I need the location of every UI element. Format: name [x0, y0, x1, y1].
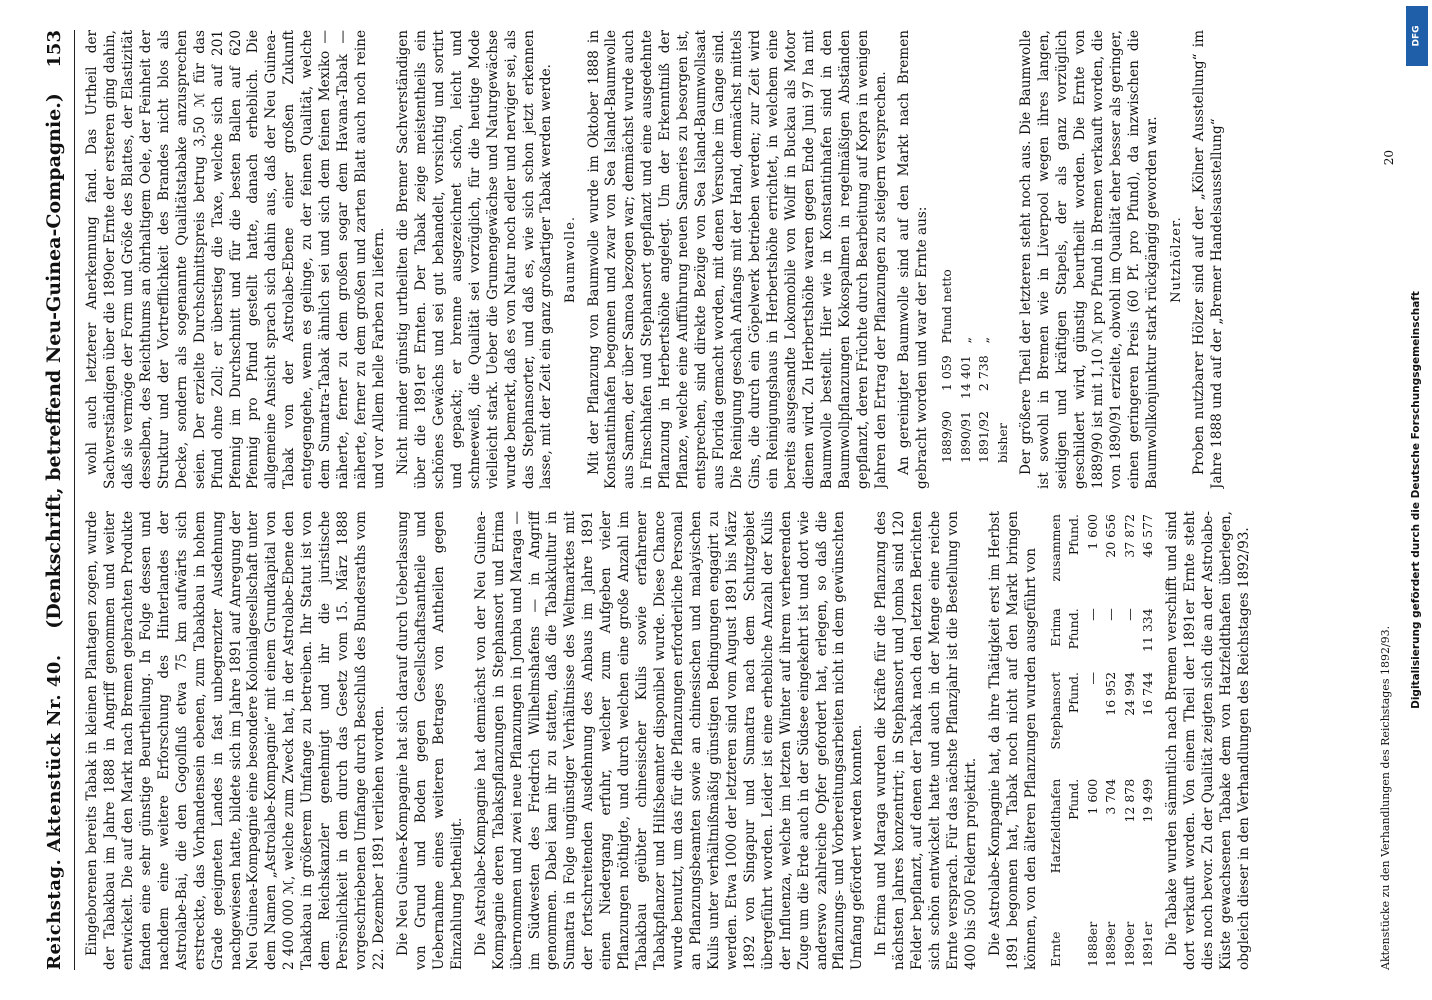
table-cell: 3 704 — [1103, 778, 1119, 815]
table-cell: 11 334 — [1140, 608, 1156, 653]
table-unit-cell: Pfund. — [1066, 671, 1082, 714]
table-row — [1084, 511, 1103, 970]
table-cell: 1 600 — [1084, 514, 1100, 550]
table-cell — [994, 349, 1013, 405]
table-row — [975, 263, 994, 469]
table-cell: 1889er — [1103, 921, 1119, 967]
paragraph: Die Neu Guinea-Kompagnie hat sich darauf durch Ueberlassung von Grund und Boden gegen Gesellschaftsantheile und Uebernahme eines weiteren Betrages von Antheilen gegen Einzahlung betheiligt. — [394, 511, 465, 970]
table-row — [1102, 511, 1121, 970]
page-number: 153 — [43, 30, 65, 68]
table-cell: 1 059 — [939, 355, 955, 392]
table-cell: 2 738 — [976, 355, 992, 392]
table-cell: bisher — [994, 423, 1010, 463]
table-cell: — — [1103, 608, 1119, 621]
table-cell: Pfund netto — [939, 269, 955, 344]
page-header — [34, 30, 75, 970]
paragraph: Nicht minder günstig urtheilten die Bremer Sachverständigen über die 1891er Ernten. Der Tabak zeige meistentheils ein schönes Gewächs und sei gut behandelt, vorsichtig und sortirt und gepackt; er brenne ausgezeichnet schön, leicht und schneeweiß, die Qualität sei vorzüglich, für die heutige Mode vielleicht stark. Ueber die Grumengewächse und Naturgewächse wurde bemerkt, daß es von Natur noch edler und nerviger sei, als das Stephansorter, und daß es, wie sich schon jetzt erkennen lasse, mit der Zeit ein ganz großartiger Tabak werden werde. — [394, 30, 555, 489]
dfg-logo-text: DFG — [1411, 25, 1422, 47]
table-cell: 24 994 — [1121, 671, 1137, 716]
paragraph: Mit der Pflanzung von Baumwolle wurde im Oktober 1888 in Konstantinhafen begonnen und zwar von Sea Island-Baumwolle aus Samen, der über Samoa bezogen war; demnächst wurde auch in Finschhafen und Stephansort gepflanzt und eine ausgedehnte Pflanzung in Herbertshöhe angelegt. Um der Erkenntniß der Pflanze, welche eine Aufführung neuen Sameries zu besorgen ist, entsprechen, sind direkte Bezüge von Sea Island-Baumwollsaat aus Florida gemacht worden, mit denen Versuche im Gange sind. Die Reinigung geschah Anfangs mit der Hand, demnächst mittels Gins, die durch ein Göpelwerk betrieben werden; zur Zeit wird ein Reinigungshaus in Herbertshöhe errichtet, in welchem eine bereits ausgesandte Lokomobile von Wolff in Buckau als Motor dienen wird. Zu Herbertshöhe waren gegen Ende Juni 97 ha mit Baumwolle bestellt. Hier wie in Konstantinhafen sind in den Baumwollpflanzungen Kokospalmen in regelmäßigen Abständen gepflanzt, deren Früchte durch Bearbeitung auf Kopra in wenigen Jahren den Ertrag der Pflanzungen zu steigern versprechen. — [585, 30, 889, 489]
table-cell: 1891er — [1140, 921, 1156, 967]
table-cell: 19 499 — [1140, 778, 1156, 823]
page-footer: Aktenstücke zu den Verhandlungen des Reichstages 1892/93. — [1379, 625, 1392, 970]
table-cell: 20 656 — [1103, 514, 1119, 558]
table-cell: 46 577 — [1140, 514, 1156, 558]
section-heading-nutzhoelzer: Nutzhölzer. — [1168, 216, 1184, 303]
digitization-note — [1400, 0, 1432, 1000]
table-row — [1121, 511, 1140, 970]
table-cell: 37 872 — [1121, 514, 1137, 558]
paragraph: Die Tabake wurden sämmtlich nach Bremen verschifft und sind dort verkauft worden. Von einem Theil der 1891er Ernte steht dies noch bevor. Zu der Qualität zeigten sich die an der Astrolabe-Küste gewachsenen Tabake dem von Hatzfeldthafen überlegen, obgleich dieser in den Verhandlungen des Reichstages 1892/93. — [1163, 511, 1252, 970]
harvest-table — [1047, 511, 1158, 970]
paragraph: Die Astrolabe-Kompagnie hat, da ihre Thätigkeit erst im Herbst 1891 begonnen hat, Tabak noch nicht auf den Markt bringen können, von den älteren Pflanzungen wurden ausgeführt von — [986, 511, 1039, 970]
table-header-row — [1047, 511, 1066, 970]
table-header-cell: Erima — [1047, 608, 1063, 647]
table-cell: „ — [976, 336, 992, 344]
table-cell: — — [1084, 608, 1100, 621]
paragraph: An gereinigter Baumwolle sind auf den Markt nach Bremen gebracht worden und war der Ernte aus: — [896, 30, 931, 489]
table-row — [957, 263, 976, 469]
paragraph: Die Astrolabe-Kompagnie hat demnächst von der Neu Guinea-Kompagnie deren Tabakspflanzungen in Stephansort und Erima übernommen und zwei neue Pflanzungen in Jomba und Maraga — im Südwesten des Friedrich Wilhelmshafens — in Angriff genommen. Dabei kam ihr zu statten, daß die Tabakkultur in Sumatra in Folge ungünstiger Verhältnisse des Weltmarktes mit der fortschreitenden Ausdehnung des Anbaus im Jahre 1891 einen Niedergang erfuhr, welcher zum Aufgeben vieler Pflanzungen nöthigte, und durch welchen eine große Anzahl im Tabakbau geübter chinesischer Kulis sowie erfahrener Tabakpflanzer und Hilfsbeamter disponibel wurde. Diese Chance wurde benutzt, um das für die Pflanzungen erforderliche Personal an Pflanzungsbeamten sowie an chinesischen und malayischen Kulis unter verhältnißmäßig günstigen Bedingungen engagirt zu werden. Etwa 1000 der letzteren sind vom August 1891 bis März 1892 von Singapur und Sumatra nach dem Schutzgebiet übergeführt worden. Leider ist eine erhebliche Anzahl der Kulis der Influenza, welche im letzten Winter auf ihrem verheerenden Zuge um die Erde auch in der Südsee eingekehrt ist und dort wie anderswo zahlreiche Opfer gefordert hat, erlegen, so daß die Pflanzungs- und Vorbereitungsarbeiten nicht in dem gewünschten Umfang gefördert werden konnten. — [472, 511, 866, 970]
table-row — [994, 263, 1013, 469]
table-unit-cell: Pfund. — [1066, 778, 1082, 820]
table-cell: 12 878 — [1121, 778, 1137, 823]
table-unit-cell — [1065, 905, 1084, 971]
digitization-note-text: Digitalisierung gefördert durch die Deutsche Forschungsgemeinschaft — [1410, 291, 1423, 709]
header-left: Reichstag. Aktenstück Nr. 40. — [43, 654, 65, 970]
table-cell: — — [1084, 671, 1100, 685]
table-cell: 1890er — [1121, 921, 1137, 967]
table-cell: 16 744 — [1140, 671, 1156, 716]
table-unit-cell: Pfund. — [1066, 514, 1082, 556]
rotated-page — [20, 20, 1400, 980]
table-cell: 1890/91 — [957, 411, 973, 463]
paragraph: In Erima und Maraga wurden die Kräfte für die Pflanzung des nächsten Jahres konzentrirt; in Stephansort und Jomba sind 120 Felder bepflanzt, auf denen der Tabak nach den letzten Berichten sich schön entwickelt hatte und auch in der Menge eine reiche Ernte versprach. Für das nächste Pflanzjahr ist die Bestellung von 400 bis 500 Feldern projektirt. — [873, 511, 979, 970]
paragraph: Eingeborenen bereits Tabak in kleinen Plantagen zogen, wurde der Tabakbau im Jahre 1888 in Angriff genommen und weiter entwickelt. Die auf den Markt nach Bremen gebrachten Produkte fanden eine sehr günstige Beurtheilung. In Folge dessen und nachdem eine weitere Erforschung des Hinterlandes der Astrolabe-Bai, die den Gogolfluß etwa 75 km aufwärts sich erstreckte, das Vorhandensein ebenen, zum Tabakbau in hohem Grade geeigneten Landes in fast unbegrenzter Ausdehnung nachgewiesen hatte, bildete sich im Jahre 1891 auf Anregung der Neu Guinea-Kompagnie eine besondere Kolonialgesellschaft unter dem Namen „Astrolabe-Kompagnie“ mit einem Grundkapital von 2 400 000 ℳ, welche zum Zweck hat, in der Astrolabe-Ebene den Tabakbau in größerem Umfange zu betreiben. Ihr Statut ist von dem Reichskanzler genehmigt und ihr die juristische Persönlichkeit in dem durch das Gesetz vom 15. März 1888 vorgeschriebenen Umfange durch Beschluß des Bundesraths vom 22. Dezember 1891 verliehen worden. — [84, 511, 387, 970]
paragraph: wohl auch letzterer Anerkennung fand. Das Urtheil der Sachverständigen über die 1890er Ernte der ersteren ging dahin, daß sie vermöge der Form und Größe des Blattes, der Elastizität desselben, des Reichthums an öhrhaltigem Oele, der Feinheit der Struktur und der Vortrefflichkeit des Brandes nicht blos als Decke, sondern als sogenannte Qualitätstabake anzusprechen seien. Der erzielte Durchschnittspreis betrug 3,50 ℳ für das Pfund ohne Zoll; er überstieg die Taxe, welche sich auf 201 Pfennig im Durchschnitt und für die besten Ballen auf 620 Pfennig pro Pfund gestellt hatte, danach erheblich. Die allgemeine Ansicht sprach sich dahin aus, daß der Neu Guinea-Tabak von der Astrolabe-Ebene einer großen Zukunft entgegengehe, wenn es gelinge, zu der feinen Qualität, welche dem Sumatra-Tabak ähnlich sei und sich dem feinen Mexiko — näherte, ferner zu dem großen sogar dem Havana-Tabak — näherte, ferner zu dem großen und zarten Blatt auch noch reine und vor Allem helle Farben zu liefern. — [84, 30, 387, 489]
table-header-cell: Stephansort — [1047, 671, 1063, 750]
table-unit-cell: Pfund. — [1066, 608, 1082, 650]
table-header-cell: zusammen — [1047, 514, 1063, 582]
table-cell: 1888er — [1084, 921, 1100, 967]
table-cell: 14 401 — [957, 355, 973, 400]
table-units-row — [1065, 511, 1084, 970]
cotton-table — [938, 263, 1012, 469]
paragraph: Proben nutzbarer Hölzer sind auf der „Kölner Ausstellung“ im Jahre 1888 und auf der „Bremer Handelsausstellung“ — [1191, 30, 1225, 489]
section-heading-baumwolle: Baumwolle. — [563, 215, 579, 304]
column-right — [84, 30, 1370, 489]
table-cell: 1891/92 — [976, 411, 992, 463]
header-title: (Denkschrift, betreffend Neu-Guinea-Compagnie.) — [43, 93, 65, 629]
table-cell: 1 600 — [1084, 778, 1100, 815]
table-header-cell: Ernte — [1047, 931, 1063, 967]
table-cell: — — [1121, 608, 1137, 621]
table-header-cell: Hatzfeldthafen — [1047, 778, 1063, 874]
table-cell: 16 952 — [1103, 671, 1119, 716]
paragraph: Der größere Theil der letzteren steht noch aus. Die Baumwolle ist sowohl in Bremen wie in Liverpool wegen ihres langen, seidigen und kräftigen Stapels, der als ganz vorzüglich geschildert wird, günstig beurtheilt worden. Die Ernte von 1889/90 ist mit 1,10 ℳ pro Pfund in Bremen verkauft worden, die von 1890/91 erzielte, obwohl im Qualität eher besser als geringer, einen geringeren Preis (60 Pf. pro Pfund), da inzwischen die Baumwollkonjunktur stark rückgängig geworden war. — [1018, 30, 1160, 489]
table-row — [1139, 511, 1158, 970]
column-left — [84, 511, 1370, 970]
table-cell: 1889/90 — [939, 411, 955, 463]
table-row — [938, 263, 957, 469]
signature-number: 20 — [1382, 150, 1396, 166]
table-cell — [994, 263, 1013, 349]
table-cell: „ — [957, 336, 973, 344]
text-columns — [84, 30, 1370, 970]
